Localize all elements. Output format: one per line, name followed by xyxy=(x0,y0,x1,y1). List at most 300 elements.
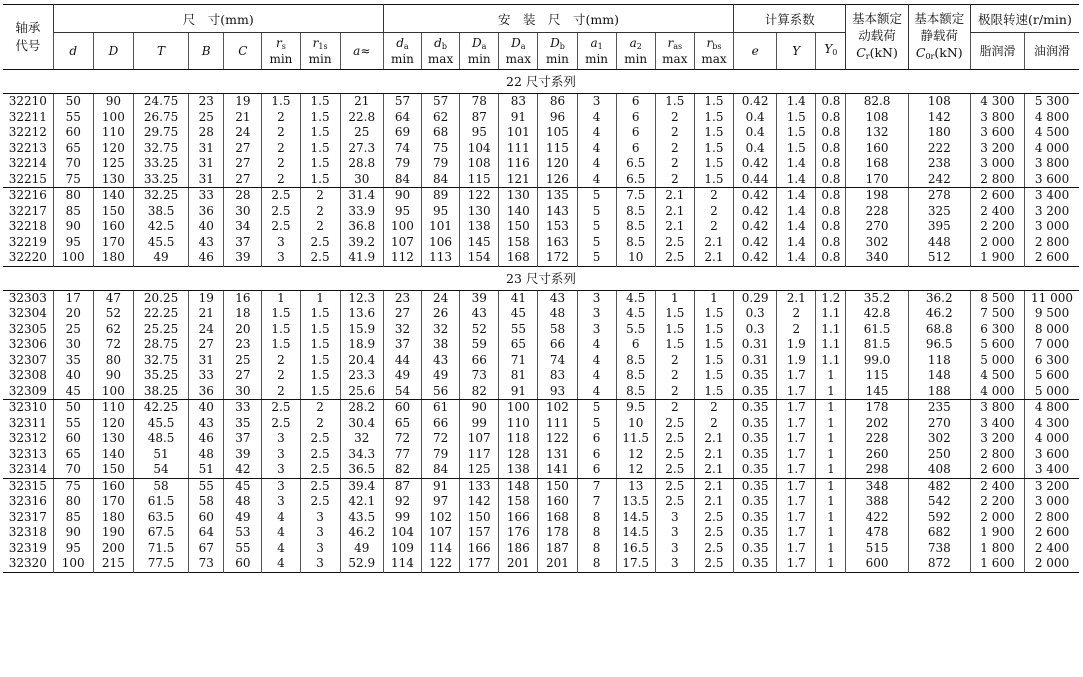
table-cell: 9.5 xyxy=(616,400,655,416)
table-cell: 201 xyxy=(499,556,538,572)
table-cell: 65 xyxy=(499,337,538,353)
table-cell: 33 xyxy=(224,400,262,416)
table-cell: 58 xyxy=(538,322,577,338)
table-cell: 8.5 xyxy=(616,353,655,369)
table-row xyxy=(3,204,1079,220)
table-cell: 81.5 xyxy=(846,337,908,353)
table-cell: 1.4 xyxy=(777,188,816,204)
table-cell: 142 xyxy=(908,110,970,126)
table-cell: 1.5 xyxy=(300,125,340,141)
bearing-code: 32314 xyxy=(3,462,53,478)
col-Y0: $Y_0$ xyxy=(816,33,846,70)
table-cell: 3 200 xyxy=(970,141,1024,157)
table-cell: 0.31 xyxy=(734,337,777,353)
bearing-code: 32306 xyxy=(8,337,47,352)
table-cell: 1 xyxy=(816,447,846,463)
table-cell: 12.3 xyxy=(340,290,383,306)
table-cell: 36 xyxy=(189,384,224,400)
bearing-code: 32212 xyxy=(8,125,47,140)
table-cell: 93 xyxy=(538,384,577,400)
table-cell: 2.5 xyxy=(300,478,340,494)
table-cell: 2.5 xyxy=(655,447,694,463)
table-cell: 145 xyxy=(846,384,908,400)
table-cell: 42.1 xyxy=(340,494,383,510)
table-cell: 2.5 xyxy=(694,510,733,526)
table-cell: 31 xyxy=(189,156,224,172)
table-cell: 3 xyxy=(655,556,694,572)
table-cell: 33.25 xyxy=(133,172,188,188)
table-cell: 6 300 xyxy=(970,322,1024,338)
header-cr-symbol: $C_r$ xyxy=(856,44,870,61)
col-a1-min: $a_1$ min xyxy=(577,33,616,70)
table-cell: 56 xyxy=(422,384,460,400)
table-cell: 1.4 xyxy=(777,250,816,266)
table-cell: 55 xyxy=(53,110,93,126)
table-cell: 340 xyxy=(846,250,908,266)
table-cell: 100 xyxy=(93,110,133,126)
table-cell: 5.5 xyxy=(616,322,655,338)
table-cell: 2 xyxy=(300,188,340,204)
table-cell: 95 xyxy=(53,235,93,251)
table-cell: 60 xyxy=(224,556,262,572)
table-cell: 6 xyxy=(577,462,616,478)
table-cell: 49 xyxy=(224,510,262,526)
table-cell: 0.3 xyxy=(734,306,777,322)
table-cell: 1 xyxy=(262,290,300,306)
table-cell: 51 xyxy=(189,462,224,478)
table-cell: 122 xyxy=(422,556,460,572)
table-cell: 157 xyxy=(460,525,499,541)
table-cell: 39 xyxy=(224,447,262,463)
table-cell: 166 xyxy=(460,541,499,557)
bearing-code: 32210 xyxy=(8,94,47,109)
table-cell: 2 xyxy=(655,110,694,126)
table-cell: 395 xyxy=(908,219,970,235)
header-static-load: 基本额定静载荷 $C_{0r}(kN)$ xyxy=(908,5,970,70)
table-cell: 59 xyxy=(460,337,499,353)
table-row xyxy=(3,290,1079,306)
table-cell: 25 xyxy=(224,353,262,369)
table-cell: 2.5 xyxy=(262,416,300,432)
table-cell: 30 xyxy=(224,384,262,400)
table-cell: 168 xyxy=(538,510,577,526)
table-cell: 3 800 xyxy=(970,110,1024,126)
table-cell: 2 000 xyxy=(970,510,1024,526)
table-cell: 91 xyxy=(499,110,538,126)
table-cell: 38 xyxy=(422,337,460,353)
table-cell: 26.75 xyxy=(133,110,188,126)
table-cell: 3 xyxy=(262,431,300,447)
table-cell: 8 xyxy=(577,541,616,557)
table-cell: 1.5 xyxy=(300,384,340,400)
table-cell: 22.25 xyxy=(133,306,188,322)
table-cell: 1.7 xyxy=(777,416,816,432)
table-cell: 28.75 xyxy=(133,337,188,353)
table-cell: 4 xyxy=(577,156,616,172)
table-cell: 1.7 xyxy=(777,384,816,400)
table-cell: 3 600 xyxy=(1025,447,1079,463)
table-cell: 47 xyxy=(93,290,133,306)
table-cell: 1.5 xyxy=(694,306,733,322)
table-cell: 3 400 xyxy=(970,416,1024,432)
table-cell: 408 xyxy=(908,462,970,478)
table-cell: 74 xyxy=(383,141,421,157)
table-cell: 0.8 xyxy=(816,204,846,220)
table-cell: 2 800 xyxy=(1025,235,1079,251)
table-cell: 4 800 xyxy=(1025,400,1079,416)
table-cell: 27 xyxy=(189,337,224,353)
table-cell: 260 xyxy=(846,447,908,463)
table-cell: 6 xyxy=(616,337,655,353)
table-cell: 96.5 xyxy=(908,337,970,353)
table-cell: 31.4 xyxy=(340,188,383,204)
table-cell: 46 xyxy=(189,431,224,447)
table-cell: 1.7 xyxy=(777,478,816,494)
table-cell: 114 xyxy=(422,541,460,557)
table-cell: 37 xyxy=(224,431,262,447)
table-cell: 0.8 xyxy=(816,156,846,172)
bearing-code: 32303 xyxy=(8,290,47,305)
table-cell: 2 xyxy=(694,219,733,235)
bearing-code: 32304 xyxy=(8,306,47,321)
bearing-code: 32320 xyxy=(8,556,47,571)
table-cell: 35 xyxy=(224,416,262,432)
table-cell: 17.5 xyxy=(616,556,655,572)
table-cell: 89 xyxy=(422,188,460,204)
table-cell: 178 xyxy=(538,525,577,541)
table-cell: 242 xyxy=(908,172,970,188)
table-cell: 120 xyxy=(93,416,133,432)
table-cell: 0.42 xyxy=(734,156,777,172)
table-cell: 2.5 xyxy=(300,462,340,478)
table-cell: 0.8 xyxy=(816,94,846,110)
table-cell: 72 xyxy=(93,337,133,353)
col-D: D xyxy=(93,33,133,70)
table-cell: 21 xyxy=(224,110,262,126)
table-cell: 201 xyxy=(538,556,577,572)
table-cell: 75 xyxy=(422,141,460,157)
table-cell: 0.4 xyxy=(734,110,777,126)
table-cell: 2 000 xyxy=(970,235,1024,251)
table-cell: 9 500 xyxy=(1025,306,1079,322)
table-cell: 2.1 xyxy=(694,447,733,463)
bearing-code: 32311 xyxy=(8,415,47,430)
table-cell: 35.2 xyxy=(846,290,908,306)
table-cell: 125 xyxy=(460,462,499,478)
table-cell: 55 xyxy=(53,416,93,432)
table-cell: 2.5 xyxy=(655,250,694,266)
table-cell: 75 xyxy=(53,478,93,494)
table-cell: 111 xyxy=(499,141,538,157)
table-cell: 71.5 xyxy=(133,541,188,557)
table-cell: 23 xyxy=(224,337,262,353)
table-cell: 5 xyxy=(577,235,616,251)
table-cell: 73 xyxy=(460,368,499,384)
table-cell: 1.5 xyxy=(300,94,340,110)
table-cell: 41 xyxy=(499,290,538,306)
table-row xyxy=(3,172,1079,188)
table-cell: 1.5 xyxy=(694,384,733,400)
table-cell: 2 xyxy=(777,306,816,322)
table-cell: 2 400 xyxy=(970,478,1024,494)
table-cell: 90 xyxy=(53,525,93,541)
table-cell: 66 xyxy=(538,337,577,353)
header-c0r-unit: (kN) xyxy=(934,44,963,60)
table-cell: 2 xyxy=(777,322,816,338)
table-cell: 32.75 xyxy=(133,353,188,369)
table-cell: 104 xyxy=(460,141,499,157)
table-cell: 0.3 xyxy=(734,322,777,338)
table-cell: 140 xyxy=(93,447,133,463)
table-cell: 150 xyxy=(93,462,133,478)
table-cell: 27 xyxy=(224,156,262,172)
table-cell: 41.9 xyxy=(340,250,383,266)
table-cell: 107 xyxy=(383,235,421,251)
table-cell: 80 xyxy=(93,353,133,369)
table-cell: 31 xyxy=(189,172,224,188)
table-cell: 14.5 xyxy=(616,510,655,526)
table-cell: 91 xyxy=(499,384,538,400)
table-cell: 27.3 xyxy=(340,141,383,157)
table-row xyxy=(3,156,1079,172)
table-cell: 79 xyxy=(422,447,460,463)
table-cell: 1.5 xyxy=(300,337,340,353)
table-cell: 1 xyxy=(816,525,846,541)
table-cell: 15.9 xyxy=(340,322,383,338)
table-cell: 1.5 xyxy=(694,353,733,369)
table-cell: 6 xyxy=(577,447,616,463)
col-Db-min: $D_b$ min xyxy=(538,33,577,70)
table-cell: 2.1 xyxy=(694,250,733,266)
table-cell: 2.5 xyxy=(655,462,694,478)
table-cell: 43 xyxy=(189,235,224,251)
table-cell: 77 xyxy=(383,447,421,463)
table-cell: 27 xyxy=(224,368,262,384)
table-cell: 1.7 xyxy=(777,368,816,384)
header-cr-unit: (kN) xyxy=(869,44,898,60)
table-cell: 31 xyxy=(189,141,224,157)
table-cell: 8.5 xyxy=(616,204,655,220)
table-cell: 2 xyxy=(655,400,694,416)
table-cell: 154 xyxy=(460,250,499,266)
table-cell: 90 xyxy=(383,188,421,204)
table-cell: 2 xyxy=(694,416,733,432)
table-cell: 82 xyxy=(383,462,421,478)
table-cell: 4 xyxy=(577,172,616,188)
col-ras-max: $r_{as}$ max xyxy=(655,33,694,70)
table-cell: 91 xyxy=(422,478,460,494)
table-cell: 3 xyxy=(577,322,616,338)
table-cell: 25 xyxy=(53,322,93,338)
table-cell: 168 xyxy=(499,250,538,266)
table-cell: 122 xyxy=(460,188,499,204)
table-cell: 1.1 xyxy=(816,322,846,338)
col-d: d xyxy=(53,33,93,70)
col-rbs-max: $r_{bs}$ max xyxy=(694,33,733,70)
table-cell: 4 300 xyxy=(1025,416,1079,432)
table-cell: 101 xyxy=(422,219,460,235)
table-cell: 150 xyxy=(460,510,499,526)
table-cell: 512 xyxy=(908,250,970,266)
table-cell: 45 xyxy=(499,306,538,322)
table-cell: 160 xyxy=(93,219,133,235)
col-a2-min: $a_2$ min xyxy=(616,33,655,70)
table-cell: 1.5 xyxy=(694,110,733,126)
table-cell: 28 xyxy=(189,125,224,141)
table-cell: 5 xyxy=(577,188,616,204)
table-cell: 25.25 xyxy=(133,322,188,338)
table-cell: 73 xyxy=(189,556,224,572)
table-cell: 222 xyxy=(908,141,970,157)
table-cell: 0.35 xyxy=(734,384,777,400)
table-cell: 177 xyxy=(460,556,499,572)
col-Da-min: $D_a$ min xyxy=(460,33,499,70)
bearing-code: 32310 xyxy=(8,400,47,415)
table-cell: 24 xyxy=(189,322,224,338)
table-cell: 6.5 xyxy=(616,156,655,172)
table-cell: 4 xyxy=(577,368,616,384)
table-cell: 0.35 xyxy=(734,462,777,478)
col-T: T xyxy=(133,33,188,70)
table-cell: 7 500 xyxy=(970,306,1024,322)
table-cell: 1.7 xyxy=(777,431,816,447)
table-cell: 3 xyxy=(262,462,300,478)
table-cell: 738 xyxy=(908,541,970,557)
table-cell: 8.5 xyxy=(616,219,655,235)
table-cell: 388 xyxy=(846,494,908,510)
table-cell: 74 xyxy=(538,353,577,369)
table-cell: 168 xyxy=(846,156,908,172)
table-cell: 3 800 xyxy=(1025,156,1079,172)
table-cell: 215 xyxy=(93,556,133,572)
table-cell: 8 000 xyxy=(1025,322,1079,338)
table-cell: 1 xyxy=(816,384,846,400)
table-cell: 3 xyxy=(577,290,616,306)
table-cell: 40 xyxy=(189,400,224,416)
table-cell: 27 xyxy=(383,306,421,322)
table-cell: 66 xyxy=(460,353,499,369)
table-cell: 52.9 xyxy=(340,556,383,572)
table-cell: 99.0 xyxy=(846,353,908,369)
table-cell: 90 xyxy=(53,219,93,235)
table-cell: 1.5 xyxy=(300,368,340,384)
table-cell: 2 000 xyxy=(1025,556,1079,572)
table-cell: 130 xyxy=(460,204,499,220)
table-cell: 39 xyxy=(224,250,262,266)
table-cell: 118 xyxy=(499,431,538,447)
table-cell: 1.5 xyxy=(655,322,694,338)
table-cell: 108 xyxy=(908,94,970,110)
table-cell: 0.42 xyxy=(734,188,777,204)
table-row xyxy=(3,337,1079,353)
table-cell: 2.5 xyxy=(300,250,340,266)
table-cell: 1.7 xyxy=(777,462,816,478)
table-cell: 1 xyxy=(655,290,694,306)
table-cell: 95 xyxy=(53,541,93,557)
table-cell: 102 xyxy=(538,400,577,416)
table-cell: 55 xyxy=(499,322,538,338)
col-oil: 油润滑 xyxy=(1025,33,1079,70)
bearing-code: 32214 xyxy=(8,156,47,171)
table-cell: 16.5 xyxy=(616,541,655,557)
table-cell: 55 xyxy=(224,541,262,557)
table-cell: 0.35 xyxy=(734,368,777,384)
table-cell: 3 xyxy=(577,306,616,322)
table-cell: 4 xyxy=(577,384,616,400)
table-cell: 2.1 xyxy=(694,235,733,251)
table-cell: 4 500 xyxy=(970,368,1024,384)
table-cell: 2 400 xyxy=(970,204,1024,220)
table-cell: 42.8 xyxy=(846,306,908,322)
table-cell: 2 xyxy=(262,353,300,369)
table-cell: 2 xyxy=(262,172,300,188)
table-cell: 32.75 xyxy=(133,141,188,157)
table-cell: 121 xyxy=(499,172,538,188)
table-cell: 29.75 xyxy=(133,125,188,141)
table-cell: 200 xyxy=(93,541,133,557)
table-cell: 30 xyxy=(340,172,383,188)
table-cell: 145 xyxy=(460,235,499,251)
table-cell: 2 xyxy=(300,400,340,416)
table-cell: 68 xyxy=(422,125,460,141)
table-cell: 478 xyxy=(846,525,908,541)
table-cell: 170 xyxy=(846,172,908,188)
table-cell: 187 xyxy=(538,541,577,557)
table-cell: 51 xyxy=(133,447,188,463)
table-cell: 1.4 xyxy=(777,235,816,251)
table-cell: 24 xyxy=(224,125,262,141)
table-cell: 422 xyxy=(846,510,908,526)
table-cell: 130 xyxy=(499,188,538,204)
table-cell: 1.5 xyxy=(777,110,816,126)
table-cell: 4 xyxy=(262,541,300,557)
table-cell: 42 xyxy=(224,462,262,478)
table-cell: 1.1 xyxy=(816,337,846,353)
table-cell: 79 xyxy=(422,156,460,172)
table-cell: 6 xyxy=(616,110,655,126)
table-cell: 140 xyxy=(499,204,538,220)
table-cell: 17 xyxy=(53,290,93,306)
table-cell: 170 xyxy=(93,494,133,510)
table-cell: 1 xyxy=(816,541,846,557)
table-cell: 1.5 xyxy=(655,94,694,110)
table-cell: 36.8 xyxy=(340,219,383,235)
table-cell: 48 xyxy=(224,494,262,510)
table-cell: 36 xyxy=(189,204,224,220)
table-cell: 58 xyxy=(189,494,224,510)
table-cell: 1.7 xyxy=(777,510,816,526)
table-cell: 1 900 xyxy=(970,525,1024,541)
table-cell: 30.4 xyxy=(340,416,383,432)
table-cell: 1 xyxy=(816,462,846,478)
table-cell: 228 xyxy=(846,204,908,220)
table-cell: 100 xyxy=(53,556,93,572)
table-cell: 5 000 xyxy=(1025,384,1079,400)
bearing-code: 32312 xyxy=(8,431,47,446)
table-cell: 2 200 xyxy=(970,219,1024,235)
table-cell: 1.5 xyxy=(262,337,300,353)
table-cell: 8 xyxy=(577,510,616,526)
table-cell: 16 xyxy=(224,290,262,306)
table-cell: 42.5 xyxy=(133,219,188,235)
table-cell: 1 xyxy=(816,478,846,494)
table-cell: 55 xyxy=(189,478,224,494)
table-cell: 0.8 xyxy=(816,250,846,266)
table-cell: 6 xyxy=(577,431,616,447)
table-cell: 131 xyxy=(538,447,577,463)
bearing-code: 32308 xyxy=(8,368,47,383)
col-e: e xyxy=(734,33,777,70)
